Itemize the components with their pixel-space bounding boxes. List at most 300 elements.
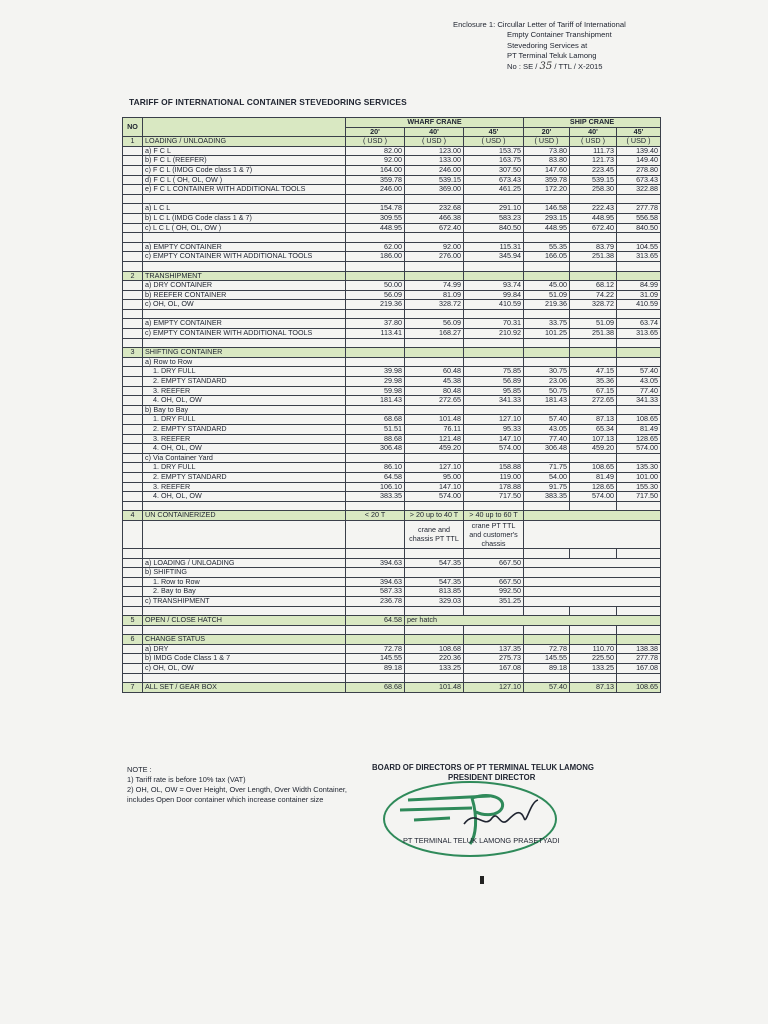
blank-cell [524,548,570,558]
table-row [123,644,661,654]
blank-cell [143,501,346,511]
tariff-value: 181.43 [346,396,405,406]
table-row [123,568,661,578]
blank-cell [524,625,570,635]
tariff-value: 50.00 [346,281,405,291]
tariff-value: 56.09 [346,290,405,300]
blank-cell [464,625,524,635]
blank-cell [524,568,661,578]
blank-cell [617,625,661,635]
tariff-value: 547.35 [405,558,464,568]
tariff-value: 394.63 [346,558,405,568]
tariff-value: 341.33 [617,396,661,406]
tariff-value: 307.50 [464,165,524,175]
blank-cell [346,338,405,348]
row-number [123,596,143,606]
blank-cell [405,309,464,319]
blank-cell [346,501,405,511]
row-label: 2. EMPTY STANDARD [143,377,346,387]
blank-cell [143,673,346,683]
row-label: 3. REEFER [143,434,346,444]
tariff-value: 101.25 [524,329,570,339]
row-label: 4. OH, OL, OW [143,444,346,454]
tariff-value: 45.00 [524,281,570,291]
tariff-value: 547.35 [405,577,464,587]
tariff-value: 717.50 [617,492,661,502]
table-row [123,616,661,626]
president-director: PRESIDENT DIRECTOR [448,773,536,782]
tariff-value: 574.00 [617,444,661,454]
tariff-value [346,357,405,367]
blank-cell [123,338,143,348]
tariff-value: 359.78 [524,175,570,185]
tariff-value [405,405,464,415]
row-label: c) EMPTY CONTAINER WITH ADDITIONAL TOOLS [143,329,346,339]
size-header: 45' [617,127,661,137]
tariff-value: ( USD ) [405,137,464,147]
tariff-value [524,348,570,358]
tariff-value [405,271,464,281]
blank-cell [123,625,143,635]
table-row [123,281,661,291]
tariff-value: 459.20 [570,444,617,454]
row-number: 7 [123,683,143,693]
tariff-table [122,117,661,693]
tariff-value: 57.40 [524,683,570,693]
tariff-value: 246.00 [405,165,464,175]
tariff-value: 329.03 [405,596,464,606]
tariff-value: 45.38 [405,377,464,387]
blank-cell [617,606,661,616]
tariff-value [464,271,524,281]
row-number: 1 [123,137,143,147]
tariff-value: 574.00 [405,492,464,502]
table-row [123,185,661,195]
table-row [123,357,661,367]
tariff-value [617,348,661,358]
table-row [123,271,661,281]
blank-cell [123,309,143,319]
tariff-value: 77.40 [524,434,570,444]
row-label: a) EMPTY CONTAINER [143,319,346,329]
tariff-value: 107.13 [570,434,617,444]
tariff-value: 587.33 [346,587,405,597]
row-number [123,357,143,367]
row-label: c) OH, OL, OW [143,664,346,674]
tariff-value: 146.58 [524,204,570,214]
blank-cell [464,673,524,683]
tariff-value: 113.41 [346,329,405,339]
tariff-value [346,568,405,578]
table-row [123,482,661,492]
tariff-value: 236.78 [346,596,405,606]
tariff-value: 291.10 [464,204,524,214]
table-row [123,625,661,635]
row-number [123,319,143,329]
table-row [123,577,661,587]
tariff-value: 56.89 [464,377,524,387]
row-number [123,664,143,674]
blank-cell [617,338,661,348]
tariff-value [524,635,570,645]
tariff-value: 76.11 [405,425,464,435]
blank-cell [524,673,570,683]
tariff-value [405,357,464,367]
tariff-value: 459.20 [405,444,464,454]
tariff-value [464,453,524,463]
enclosure-line-4: PT Terminal Teluk Lamong [507,51,597,61]
tariff-value: 272.65 [570,396,617,406]
size-header: 40' [405,127,464,137]
blank-cell [617,194,661,204]
tariff-value [346,348,405,358]
note-item: 1) Tariff rate is before 10% tax (VAT) [127,775,246,784]
blank-cell [464,194,524,204]
row-number [123,434,143,444]
table-row [123,137,661,147]
row-label: 2. EMPTY STANDARD [143,425,346,435]
tariff-value: 29.98 [346,377,405,387]
table-row [123,683,661,693]
row-label: b) L C L (IMDG Code class 1 & 7) [143,213,346,223]
tariff-value: 210.92 [464,329,524,339]
row-label: 1. Row to Row [143,577,346,587]
tariff-value: 328.72 [405,300,464,310]
table-row [123,386,661,396]
table-row [123,377,661,387]
tariff-value: 77.40 [617,386,661,396]
tariff-value [570,635,617,645]
table-row [123,548,661,558]
tariff-value: 51.51 [346,425,405,435]
blank-cell [143,194,346,204]
tariff-value: 108.68 [405,644,464,654]
tariff-value: 84.99 [617,281,661,291]
letter-number-suffix: / TTL / X-2015 [554,61,603,71]
table-row [123,596,661,606]
table-row [123,252,661,262]
blank-cell [570,501,617,511]
row-label: 1. DRY FULL [143,367,346,377]
row-number [123,377,143,387]
blank-cell [464,261,524,271]
tariff-value: ( USD ) [570,137,617,147]
blank-cell [570,233,617,243]
tariff-value: 89.18 [346,664,405,674]
tariff-value [464,568,524,578]
row-number: 2 [123,271,143,281]
tariff-value: 50.75 [524,386,570,396]
tariff-value: 383.35 [524,492,570,502]
blank-cell [143,261,346,271]
tariff-value: 154.78 [346,204,405,214]
equipment-note: crane PT TTL and customer's chassis [464,520,524,548]
tariff-value: 410.59 [617,300,661,310]
tariff-value [464,635,524,645]
tariff-value: 155.30 [617,482,661,492]
row-label: 1. DRY FULL [143,463,346,473]
blank-cell [617,261,661,271]
tariff-value: 133.00 [405,156,464,166]
table-row [123,396,661,406]
tariff-value: 127.10 [405,463,464,473]
tariff-value: 68.12 [570,281,617,291]
tariff-value: 104.55 [617,242,661,252]
row-label: a) F C L [143,146,346,156]
blank-cell [123,233,143,243]
row-label: a) EMPTY CONTAINER [143,242,346,252]
blank-cell [524,511,661,521]
tariff-value: 95.00 [405,472,464,482]
blank-cell [524,261,570,271]
tariff-value: 95.33 [464,425,524,435]
tariff-value: 539.15 [570,175,617,185]
tariff-value: 149.40 [617,156,661,166]
tariff-value: 89.18 [524,664,570,674]
table-row [123,348,661,358]
tariff-value: 56.09 [405,319,464,329]
tariff-value: 145.55 [524,654,570,664]
row-number [123,242,143,252]
tariff-value: 168.27 [405,329,464,339]
row-label: c) F C L (IMDG Code class 1 & 7) [143,165,346,175]
tariff-value: 119.00 [464,472,524,482]
tariff-value: 127.10 [464,415,524,425]
table-row [123,290,661,300]
blank-cell [570,673,617,683]
stamp-company: PT TERMINAL TELUK LAMONG [403,836,512,845]
document-title: TARIFF OF INTERNATIONAL CONTAINER STEVEDORING SERVICES [129,97,407,107]
row-label: c) EMPTY CONTAINER WITH ADDITIONAL TOOLS [143,252,346,262]
tariff-value [405,635,464,645]
tariff-value: 147.10 [464,434,524,444]
tariff-value: 164.00 [346,165,405,175]
row-number [123,405,143,415]
tariff-value: 383.35 [346,492,405,502]
tariff-value: 313.65 [617,252,661,262]
row-label: 1. DRY FULL [143,415,346,425]
blank-cell [405,606,464,616]
blank-cell [464,606,524,616]
row-number [123,386,143,396]
table-row [123,558,661,568]
unit-label: per hatch [405,616,661,626]
tariff-value: 81.49 [617,425,661,435]
row-label: d) F C L ( OH, OL, OW ) [143,175,346,185]
tariff-value: 309.55 [346,213,405,223]
wharf-crane-header: WHARF CRANE [346,118,524,128]
blank-cell [346,261,405,271]
row-number [123,252,143,262]
row-number [123,558,143,568]
tariff-value: ( USD ) [346,137,405,147]
tariff-value: 539.15 [405,175,464,185]
description-header [143,118,346,137]
tariff-value: 60.48 [405,367,464,377]
tariff-value [570,405,617,415]
tariff-value: 153.75 [464,146,524,156]
tariff-value: 101.48 [405,683,464,693]
enclosure-line-2: Empty Container Transhipment [507,30,612,40]
tariff-value: 369.00 [405,185,464,195]
section-title: TRANSHIPMENT [143,271,346,281]
blank-cell [464,233,524,243]
blank-cell [570,194,617,204]
table-row [123,300,661,310]
row-number [123,654,143,664]
tariff-value: 461.25 [464,185,524,195]
tariff-value: 293.15 [524,213,570,223]
blank-cell [405,548,464,558]
blank-cell [464,309,524,319]
blank-cell [524,233,570,243]
table-row [123,492,661,502]
tariff-value: 219.36 [346,300,405,310]
table-row [123,242,661,252]
table-row [123,405,661,415]
blank-cell [143,548,346,558]
tariff-value: 167.08 [617,664,661,674]
tariff-value [464,357,524,367]
tariff-value [405,348,464,358]
tariff-value [346,453,405,463]
tariff-value: 92.00 [405,242,464,252]
tariff-value: 251.38 [570,252,617,262]
table-row [123,463,661,473]
tariff-value [346,405,405,415]
blank-cell [346,625,405,635]
row-label: 2. Bay to Bay [143,587,346,597]
blank-cell [464,338,524,348]
tariff-value: 43.05 [617,377,661,387]
tariff-value: 64.58 [346,616,405,626]
ship-crane-header: SHIP CRANE [524,118,661,128]
size-header: 45' [464,127,524,137]
tariff-value: 43.05 [524,425,570,435]
tariff-value: 813.85 [405,587,464,597]
tariff-value: 277.78 [617,204,661,214]
table-row [123,309,661,319]
row-number [123,146,143,156]
row-number [123,290,143,300]
tariff-value: 556.58 [617,213,661,223]
row-label: b) REEFER CONTAINER [143,290,346,300]
blank-cell [123,501,143,511]
tariff-value: 272.65 [405,396,464,406]
tariff-value: 87.13 [570,683,617,693]
blank-cell [346,548,405,558]
tariff-value: 68.68 [346,683,405,693]
table-row [123,223,661,233]
tariff-value: 71.75 [524,463,570,473]
tariff-value: 139.40 [617,146,661,156]
row-number [123,482,143,492]
row-number [123,367,143,377]
tariff-value: 322.88 [617,185,661,195]
tariff-value: 121.48 [405,434,464,444]
section-title: ALL SET / GEAR BOX [143,683,346,693]
tariff-value: 223.45 [570,165,617,175]
no-header: NO [123,118,143,137]
blank-cell [570,548,617,558]
tariff-value: 992.50 [464,587,524,597]
blank-cell [143,309,346,319]
notes-heading: NOTE : [127,765,152,774]
tariff-value [346,635,405,645]
row-number [123,175,143,185]
table-row [123,472,661,482]
blank-cell [123,548,143,558]
row-label: 4. OH, OL, OW [143,396,346,406]
blank-cell [524,558,661,568]
row-label: b) Bay to Bay [143,405,346,415]
tariff-value: 68.68 [346,415,405,425]
row-label: 4. OH, OL, OW [143,492,346,502]
company-stamp-icon [380,778,560,860]
enclosure-line-3: Stevedoring Services at [507,40,588,50]
blank-cell [405,194,464,204]
tariff-value: 115.31 [464,242,524,252]
row-number [123,223,143,233]
tariff-value: 93.74 [464,281,524,291]
tariff-body [123,137,661,693]
row-number [123,644,143,654]
table-row [123,520,661,548]
tariff-value: 83.80 [524,156,570,166]
tariff-value: 246.00 [346,185,405,195]
tariff-value: 95.85 [464,386,524,396]
tariff-value [464,405,524,415]
table-row [123,146,661,156]
tariff-value: 145.55 [346,654,405,664]
blank-cell [346,194,405,204]
row-number [123,492,143,502]
tariff-value: 86.10 [346,463,405,473]
tariff-value: 359.78 [346,175,405,185]
tariff-value: 101.48 [405,415,464,425]
table-row [123,425,661,435]
tariff-value: 166.05 [524,252,570,262]
row-number [123,329,143,339]
blank-cell [405,625,464,635]
table-row [123,664,661,674]
tariff-value [524,453,570,463]
table-row [123,654,661,664]
table-row [123,213,661,223]
tariff-value: 278.80 [617,165,661,175]
tariff-value: 31.09 [617,290,661,300]
blank-cell [143,520,346,548]
tariff-value: 172.20 [524,185,570,195]
tariff-value: 717.50 [464,492,524,502]
tariff-value: 133.25 [405,664,464,674]
stamp-text [403,836,560,845]
tariff-value: 232.68 [405,204,464,214]
tariff-value: 840.50 [617,223,661,233]
tariff-value [346,271,405,281]
blank-cell [405,261,464,271]
row-number: 4 [123,511,143,521]
blank-cell [123,194,143,204]
row-label: c) Via Container Yard [143,453,346,463]
tariff-value: 220.36 [405,654,464,664]
tariff-value: 83.79 [570,242,617,252]
blank-cell [346,309,405,319]
table-row [123,329,661,339]
tariff-value: 121.73 [570,156,617,166]
blank-cell [143,338,346,348]
tariff-value: 448.95 [524,223,570,233]
